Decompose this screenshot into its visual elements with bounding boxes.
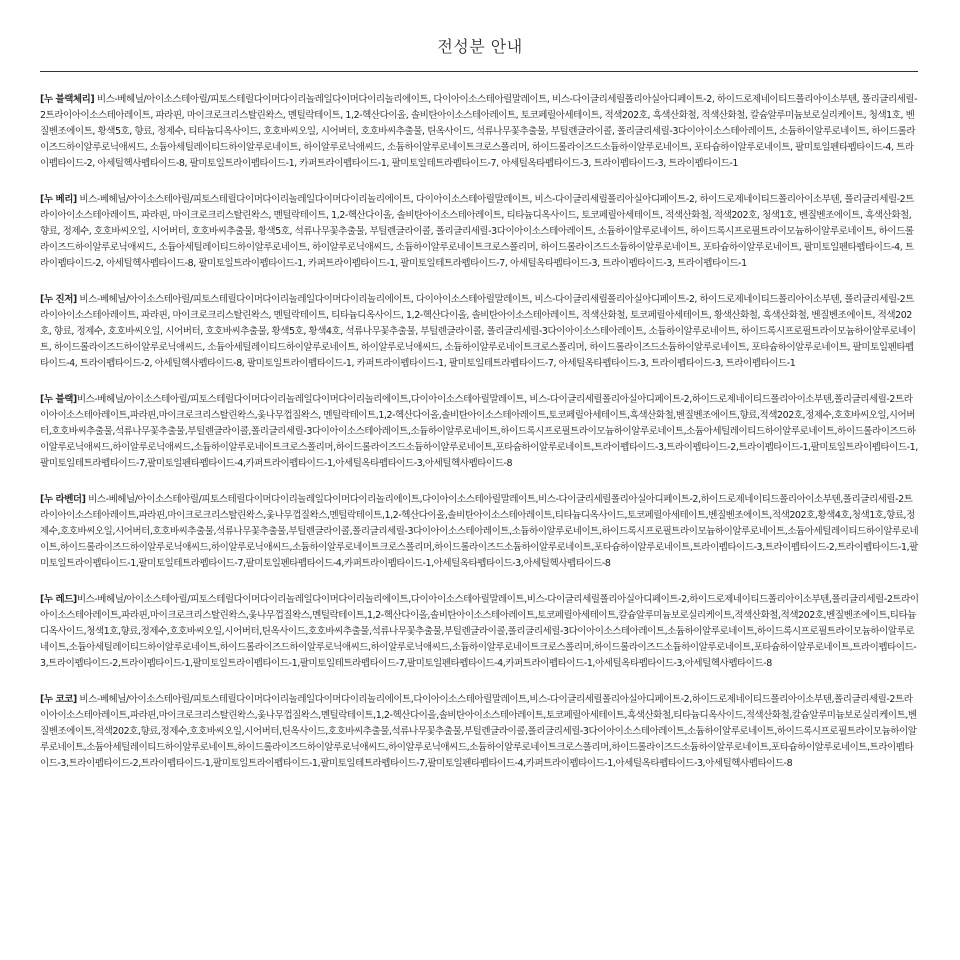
ingredient-section-black-cherry [40,92,920,172]
ingredient-section-coco [40,692,920,772]
ingredient-section-berry [40,192,920,272]
ingredient-section-lavender [40,492,920,572]
section-label: [누 라벤더] [40,494,86,505]
ingredient-section-ginger [40,292,920,372]
section-label: [누 베리] [40,194,77,205]
ingredient-list: 비스-베헤닐/아이소스테아릴/피토스테릴다이머다이리놀레일다이머다이리놀리에이트,다이아이소스테아릴말레이트, 비스-다이글리세릴폴리아실아디페이트-2,하이드로제네이티드폴리아이소부텐,폴리글리세릴-2트라이아이소스테아레이트,파라핀,마이크로크리스탈린왁스,옻나무껍질왁스, 멘틸락테이트,1,2-헥산다이올,솔비탄아이소스테아레이트,토코페릴아세테이트,흑색산화철,벤질벤조에이트,향료,적색202호,정제수,호호바씨오일,시어버터,호호바씨추출물,석류나무꽃추출물,부틸렌글라이콜,폴리글리세릴-3다이아이소스테아레이트,소듐하이알루로네이트,하이드록시프로필트라이모늄하이알루로네이트,소듐아세틸레이티드하이알루로네이트,하이드롤라이즈드하이알루로닉애씨드,하이알루로닉애씨드,소듐하이알루로네이트크로스폴리머,하이드롤라이즈드소듐하이알루로네이트,포타슘하이알루로네이트,트라이펩타이드-3,트라이펩타이드-2,트라이펩타이드-1,팔미토일트라이펩타이드-1, 팔미토일테트라펩타이드-7,팔미토일펜타펩타이드-4,카퍼트라이펩타이드-1,아세틸옥타펩타이드-3,아세틸헥사펩타이드-8 [40,394,918,469]
ingredient-section-red [40,592,920,672]
section-label: [누 코코] [40,694,77,705]
ingredient-list: 비스-베헤닐/아이소스테아릴/피토스테릴다이머다이리놀레일다이머다이리놀리에이트,다이아이소스테아릴말레이트,비스-다이글리세릴폴리아실아디페이트-2,하이드로제네이티드폴리아이소부텐,폴리글리세릴-2트라이아이소스테아레이트,파라핀,마이크로크리스탈린왁스,옻나무껍질왁스,멘틸락테이트,1,2-헥산다이올,솔비탄아이소스테아레이트,토코페릴아세테이트,흑색산화철,티타늄디옥사이드,적색산화철,칼슘알루미늄보로실리케이트,벤질벤조에이트,적색202호,향료,정제수,호호바씨오일,시어버터,틴옥사이드,호호바씨추출물,석류나무꽃추출물,부틸렌글라이콜,폴리글리세릴-3다이아이소스테아레이트,소듐하이알루로네이트,하이드록시프로필트라이모늄하이알루로네이트,소듐아세틸레이티드하이알루로네이트,하이드롤라이즈드하이알루로닉애씨드,하이알루로닉애씨드,소듐하이알루로네이트크로스폴리머,하이드롤라이즈드소듐하이알루로네이트,포타슘하이알루로네이트,트라이펩타이드-3,트라이펩타이드-2,트라이펩타이드-1,팔미토일트라이펩타이드-1,팔미토일테트라펩타이드-7,팔미토일펜타펩타이드-4,카퍼트라이펩타이드-1,아세틸옥타펩타이드-3,아세틸헥사펩타이드-8 [40,694,917,769]
ingredient-section-black [40,392,920,472]
ingredient-list: 비스-베헤닐/아이소스테아릴/피토스테릴다이머다이리놀레일다이머다이리놀리에이트, 다이아이소스테아릴말레이트, 비스-다이글리세릴폴리아실아디페이트-2, 하이드로제네이티드폴리아이소부텐, 폴리글리세릴-2트라이아이소스테아레이트, 파라핀, 마이크로크리스탈린왁스, 멘틸락테이트, 1,2-헥산다이올, 솔비탄아이소스테아레이트, 티타늄디옥사이드, 토코페릴아세테이트, 적색산화철, 적색202호, 청색1호, 벤질벤조에이트, 흑색산화철, 향료, 정제수, 호호바씨오일, 시어버터, 호호바씨추출물, 황색5호, 석류나무꽃추출물, 부틸렌글라이콜, 폴리글리세릴-3다이아이소스테아레이트, 소듐하이알루로네이트, 하이드록시프로필트라이모늄하이알루로네이트, 하이드롤라이즈드하이알루로닉애씨드, 소듐아세틸레이티드하이알루로네이트, 하이알루로닉애씨드, 소듐하이알루로네이트크로스폴리머, 하이드롤라이즈드소듐하이알루로네이트, 포타슘하이알루로네이트, 팔미토일펜타펩타이드-4, 트라이펩타이드-2, 아세틸헥사펩타이드-8, 팔미토일트라이펩타이드-1, 카퍼트라이펩타이드-1, 팔미토일테트라펩타이드-7, 아세틸옥타펩타이드-3, 트라이펩타이드-3, 트라이펩타이드-1 [40,194,914,269]
ingredient-list: 비스-베헤닐/아이소스테아릴/피토스테릴다이머다이리놀레일다이머다이리놀리에이트,다이아이소스테아릴말레이트,비스-다이글리세릴폴리아실아디페이트-2,하이드로제네이티드폴리아이소부텐,폴리글리세릴-2트라이아이소스테아레이트,파라핀,마이크로크리스탈린왁스,옻나무껍질왁스,멘틸락테이트,1,2-헥산다이올,솔비탄아이소스테아레이트,토코페릴아세테이트,칼슘알루미늄보로실리케이트,적색산화철,적색202호,벤질벤조에이트,티타늄디옥사이드,청색1호,향료,정제수,호호바씨오일,시어버터,틴옥사이드,호호바씨추출물,석류나무꽃추출물,부틸렌글라이콜,폴리글리세릴-3다이아이소스테아레이트,소듐하이알루로네이트,하이드록시프로필트라이모늄하이알루로네이트,소듐아세틸레이티드하이알루로네이트,하이드롤라이즈드하이알루로닉애씨드,하이알루로닉애씨드,소듐하이알루로네이트크로스폴리머,하이드롤라이즈드소듐하이알루로네이트,포타슘하이알루로네이트,트라이펩타이드-3,트라이펩타이드-2,트라이펩타이드-1,팔미토일트라이펩타이드-1,팔미토일테트라펩타이드-7,팔미토일펜타펩타이드-4,카퍼트라이펩타이드-1,아세틸옥타펩타이드-3,아세틸헥사펩타이드-8 [40,594,919,669]
page-title: 전성분 안내 [437,37,523,56]
section-label: [누 블랙체리] [40,94,95,105]
ingredient-list: 비스-베헤닐/아이소스테아릴/피토스테릴다이머다이리놀레일다이머다이리놀리에이트,다이아이소스테아릴말레이트,비스-다이글리세릴폴리아실아디페이트-2,하이드로제네이티드폴리아이소부텐,폴리글리세릴-2트라이아이소스테아레이트,파라핀,마이크로크리스탈린왁스,옻나무껍질왁스,멘틸락테이트,1,2-헥산다이올,솔비탄아이소스테아레이트,티타늄디옥사이드,토코페릴아세테이트,벤질벤조에이트,적색202호,황색4호,청색1호,향료,정제수,호호바씨오일,시어버터,호호바씨추출물,석류나무꽃추출물,부틸렌글라이콜,폴리글리세릴-3다이아이소스테아레이트,소듐하이알루로네이트,하이드록시프로필트라이모늄하이알루로네이트,소듐아세틸레이티드하이알루로네이트,하이드롤라이즈드하이알루로닉애씨드,하이알루로닉애씨드,소듐하이알루로네이트크로스폴리머,하이드롤라이즈드소듐하이알루로네이트,포타슘하이알루로네이트,트라이펩타이드-3,트라이펩타이드-2,트라이펩타이드-1,팔미토일트라이펩타이드-1,팔미토일테트라펩타이드-7,팔미토일펜타펩타이드-4,카퍼트라이펩타이드-1,아세틸옥타펩타이드-3,아세틸헥사펩타이드-8 [40,494,919,569]
ingredient-list: 비스-베헤닐/아이소스테아릴/피토스테릴다이머다이리놀레일다이머다이리놀리에이트, 다이아이소스테아릴말레이트, 비스-다이글리세릴폴리아실아디페이트-2, 하이드로제네이티드폴리아이소부텐, 폴리글리세릴-2트라이아이소스테아레이트, 파라핀, 마이크로크리스탈린왁스, 멘틸락테이트, 티타늄디옥사이드, 1,2-헥산다이올, 솔비탄아이소스테아레이트, 적색산화철, 토코페릴아세테이트, 황색산화철, 흑색산화철, 벤질벤조에이트, 적색202호, 향료, 정제수, 호호바씨오일, 시어버터, 호호바씨추출물, 황색5호, 황색4호, 석류나무꽃추출물, 부틸렌글라이콜, 폴리글리세릴-3다이아이소스테아레이트, 소듐하이알루로네이트, 하이드록시프로필트라이모늄하이알루로네이트, 하이드롤라이즈드하이알루로닉애씨드, 소듐아세틸레이티드하이알루로네이트, 하이알루로닉애씨드, 소듐하이알루로네이트크로스폴리머, 하이드롤라이즈드소듐하이알루로네이트, 포타슘하이알루로네이트, 팔미토일펜타펩타이드-4, 트라이펩타이드-2, 아세틸헥사펩타이드-8, 팔미토일트라이펩타이드-1, 카퍼트라이펩타이드-1, 팔미토일테트라펩타이드-7, 아세틸옥타펩타이드-3, 트라이펩타이드-3, 트라이펩타이드-1 [40,294,916,369]
ingredient-sections [40,92,920,792]
title-divider [40,71,918,72]
section-label: [누 진저] [40,294,77,305]
ingredient-list: 비스-베헤닐/아이소스테아릴/피토스테릴다이머다이리놀레일다이머다이리놀리에이트, 다이아이소스테아릴말레이트, 비스-다이글리세릴폴리아실아디페이트-2, 하이드로제네이티드폴리아이소부텐, 폴리글리세릴-2트라이아이소스테아레이트, 파라핀, 마이크로크리스탈린왁스, 멘틸락테이트, 1,2-헥산다이올, 솔비탄아이소스테아레이트, 토코페릴아세테이트, 적색202호, 흑색산화철, 적색산화철, 칼슘알루미늄보로실리케이트, 청색1호, 벤질벤조에이트, 황색5호, 향료, 정제수, 티타늄디옥사이드, 호호바씨오일, 시어버터, 호호바씨추출물, 틴옥사이드, 석류나무꽃추출물, 부틸렌글라이콜, 폴리글리세릴-3다이아이소스테아레이트, 소듐하이알루로네이트, 하이드롤라이즈드하이알루로닉애씨드, 소듐아세틸레이티드하이알루로네이트, 하이알루로닉애씨드, 소듐하이알루로네이트크로스폴리머, 하이드롤라이즈드소듐하이알루로네이트, 포타슘하이알루로네이트, 팔미토일펜타펩타이드-4, 트라이펩타이드-2, 아세틸헥사펩타이드-8, 팔미토일트라이펩타이드-1, 카퍼트라이펩타이드-1, 팔미토일테트라펩타이드-7, 아세틸옥타펩타이드-3, 트라이펩타이드-3, 트라이펩타이드-1 [40,94,918,169]
section-label: [누 레드] [40,594,77,605]
section-label: [누 블랙] [40,394,77,405]
